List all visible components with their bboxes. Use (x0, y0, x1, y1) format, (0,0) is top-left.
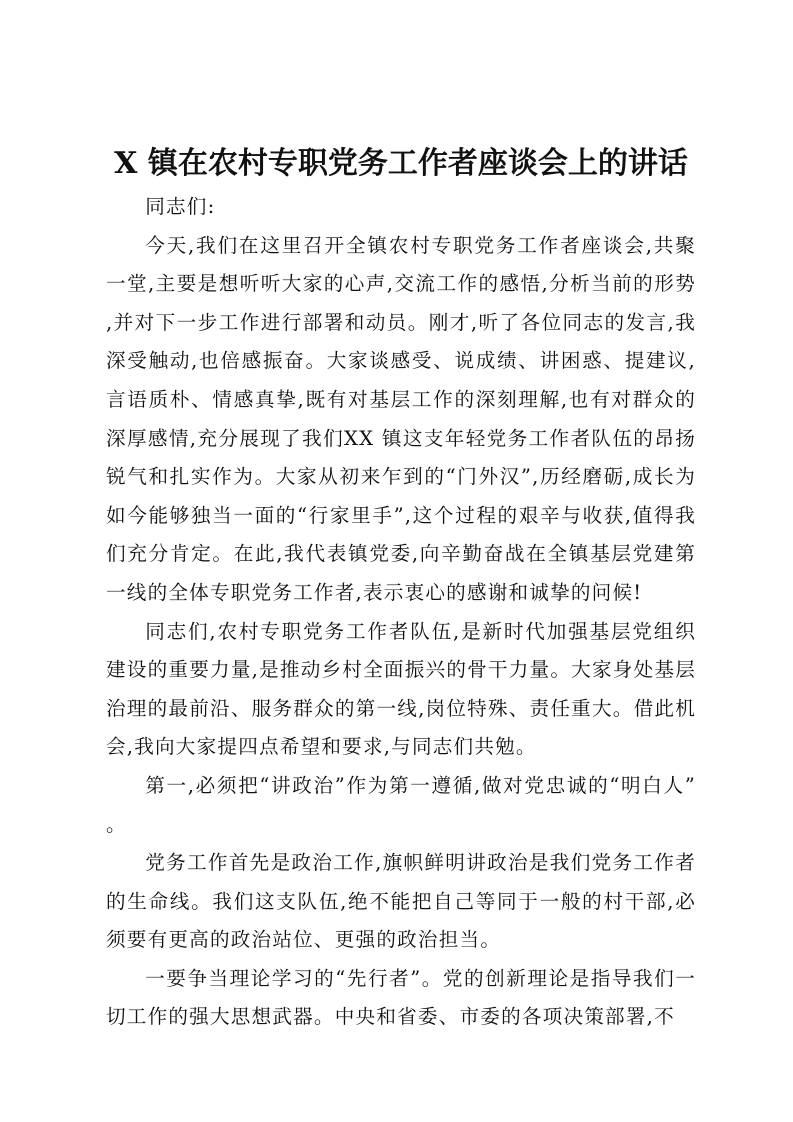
document-title: X 镇在农村专职党务工作者座谈会上的讲话 (114, 146, 688, 181)
paragraph-team-role: 同志们,农村专职党务工作者队伍,是新时代加强基层党组织建设的重要力量,是推动乡村全面振兴的骨干力量。大家身处基层治理的最前沿、服务群众的第一线,岗位特殊、责任重大。借此机会,我向大家提四点希望和要求,与同志们共勉。 (106, 619, 696, 759)
document-body (106, 140, 696, 1037)
section-heading-first: 第一,必须把“讲政治”作为第一遵循,做对党忠诚的“明白人”。 (106, 773, 696, 836)
salutation: 同志们: (145, 195, 216, 218)
paragraph-theory-study: 一要争当理论学习的“先行者”。党的创新理论是指导我们一切工作的强大思想武器。中央和省委、市委的各项决策部署,不 (106, 966, 696, 1029)
paragraph-politics: 党务工作首先是政治工作,旗帜鲜明讲政治是我们党务工作者的生命线。我们这支队伍,绝不能把自己等同于一般的村干部,必须要有更高的政治站位、更强的政治担当。 (106, 851, 696, 952)
paragraph-opening: 今天,我们在这里召开全镇农村专职党务工作者座谈会,共聚一堂,主要是想听听大家的心声,交流工作的感悟,分析当前的形势,并对下一步工作进行部署和动员。刚才,听了各位同志的发言,我深受触动,也倍感振奋。大家谈感受、说成绩、讲困惑、提建议,言语质朴、情感真挚,既有对基层工作的深刻理解,也有对群众的深厚感情,充分展现了我们XX 镇这支年轻党务工作者队伍的昂扬锐气和扎实作为。大家从初来乍到的“门外汉”,历经磨砺,成长为如今能够独当一面的“行家里手”,这个过程的艰辛与收获,值得我们充分肯定。在此,我代表镇党委,向辛勤奋战在全镇基层党建第一线的全体专职党务工作者,表示衷心的感谢和诚挚的问候! (106, 233, 696, 604)
